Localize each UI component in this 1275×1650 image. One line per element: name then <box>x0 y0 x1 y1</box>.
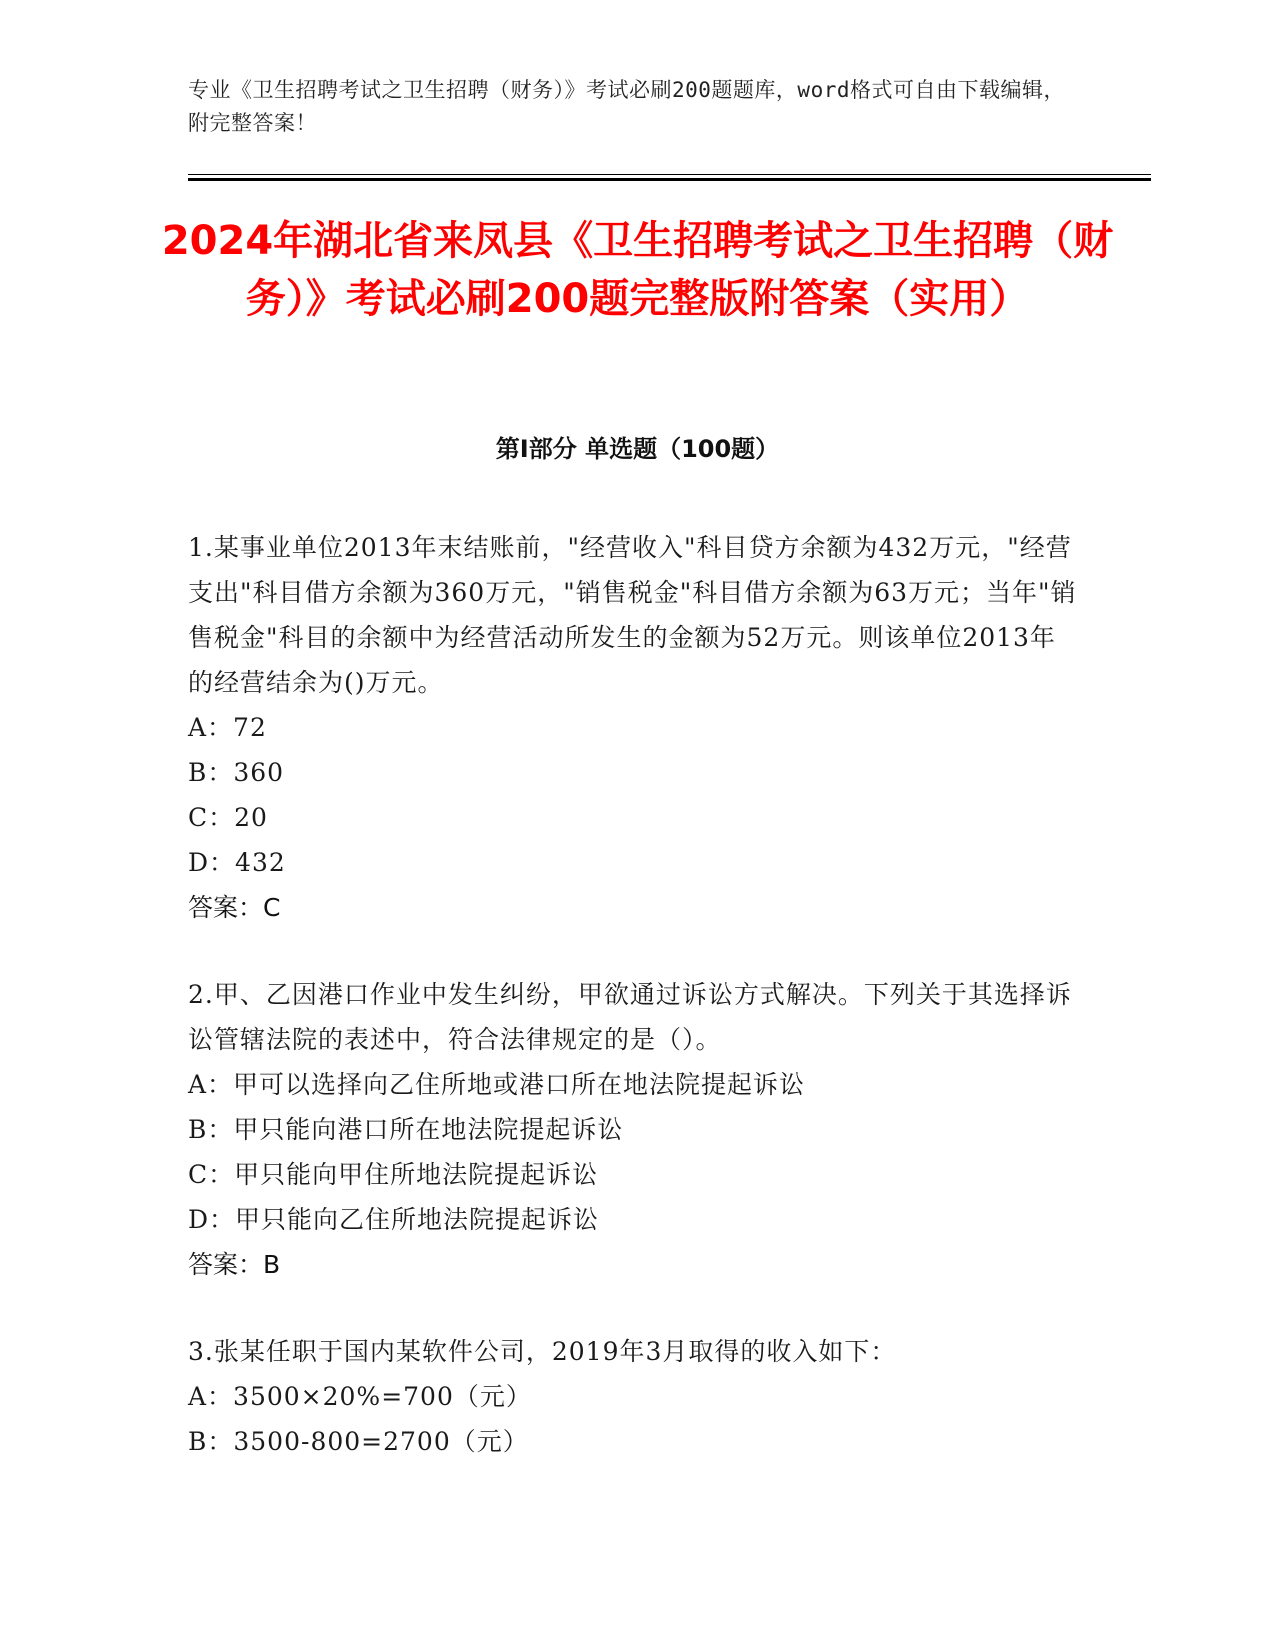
answer: 答案：B <box>188 1250 281 1279</box>
option-d: D：432 <box>188 848 286 877</box>
document-title: 2024年湖北省来凤县《卫生招聘考试之卫生招聘（财务）》考试必刷200题完整版附答案（实用） <box>161 218 1114 322</box>
answer: 答案：C <box>188 893 281 922</box>
question-stem: 3.张某任职于国内某软件公司，2019年3月取得的收入如下： <box>188 1337 897 1366</box>
option-b: B：360 <box>188 758 285 787</box>
option-a: A：72 <box>188 713 267 742</box>
option-a: A：3500×20%=700（元） <box>188 1382 532 1411</box>
option-b: B：3500-800=2700（元） <box>188 1427 529 1456</box>
option-c: C：20 <box>188 803 268 832</box>
option-a: A：甲可以选择向乙住所地或港口所在地法院提起诉讼 <box>188 1070 806 1099</box>
question-list <box>188 525 1078 1506</box>
question-2 <box>188 972 1078 1287</box>
question-stem: 1.某事业单位2013年末结账前，"经营收入"科目贷方余额为432万元，"经营支出"科目借方余额为360万元，"销售税金"科目借方余额为63万元；当年"销售税金"科目的余额中为经营活动所发生的金额为52万元。则该单位2013年的经营结余为()万元。 <box>188 533 1077 697</box>
option-b: B：甲只能向港口所在地法院提起诉讼 <box>188 1115 624 1144</box>
option-d: D：甲只能向乙住所地法院提起诉讼 <box>188 1205 600 1234</box>
header-divider-thin <box>188 174 1151 175</box>
section-title: 第Ⅰ部分 单选题（100题） <box>495 435 780 463</box>
question-3 <box>188 1329 1078 1464</box>
header-divider-thick <box>188 178 1151 181</box>
question-1 <box>188 525 1078 930</box>
header-note: 专业《卫生招聘考试之卫生招聘（财务）》考试必刷200题题库，word格式可自由下载编辑，附完整答案！ <box>188 78 1065 135</box>
option-c: C：甲只能向甲住所地法院提起诉讼 <box>188 1160 599 1189</box>
question-stem: 2.甲、乙因港口作业中发生纠纷，甲欲通过诉讼方式解决。下列关于其选择诉讼管辖法院的表述中，符合法律规定的是（）。 <box>188 980 1072 1054</box>
